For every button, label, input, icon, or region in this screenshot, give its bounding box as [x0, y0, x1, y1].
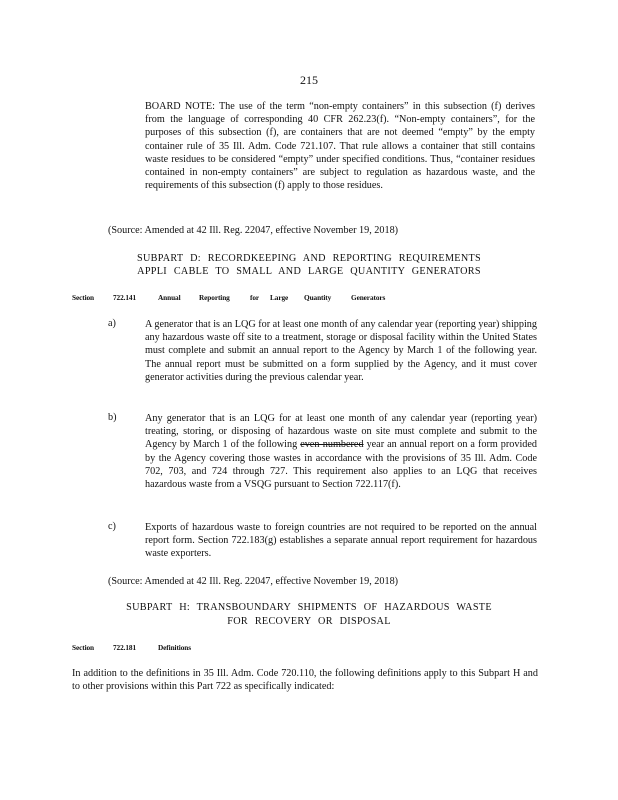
item-b-text-before: Any generator that is an LQG for at least one month of any calendar year (reporting year) treating, storing, or disposing of hazardous waste on site must complete and submit to the Agency by March 1 of the following: [145, 413, 537, 451]
struck-text: even-numbered: [300, 439, 364, 451]
section-title-word: for: [250, 293, 260, 302]
item-a-text: A generator that is an LQG for at least one month of any calendar year (reporting year) shipping any hazardous waste off site to a treatment, storage or disposal facility within the United States must complete and submit an annual report to the Agency by March 1 of the following year. The annual report must be submitted on a form supplied by the Agency, and it must cover generator activities during the previous calendar year.: [145, 319, 537, 383]
section-title-word: Annual: [158, 293, 181, 302]
section-722-181-heading: [0, 643, 618, 655]
board-note: BOARD NOTE: The use of the term “non-empty containers” in this subsection (f) derives from the language of corresponding 40 CFR 262.23(f). “Non-empty containers”, for the purposes of this subsection (f), are containers that are not deemed “empty” by the empty container rule of 35 Ill. Adm. Code 721.107. That rule allows a container that still contains waste residues to be considered “empty” under specified conditions. Thus, “container residues contained in non-empty containers” are subject to regulation as hazardous waste, and the requirements of this subsection (f) apply to those residues.: [145, 101, 535, 192]
subpart-d-heading-line-1: SUBPART D: RECORDKEEPING AND REPORTING REQUIREMENTS: [137, 253, 481, 264]
section-number: 722.141: [113, 293, 137, 302]
item-b-text-after: year an annual report on a form provided by the Agency covering those wastes in accordance with the provisions of 35 Ill. Adm. Code 702, 703, and 724 through 727. This requirement also applies to an LQG that receives hazardous waste from a VSQG pursuant to Section 722.117(f).: [145, 439, 537, 491]
section-title-word: Reporting: [199, 293, 230, 302]
subpart-d-heading-line-2: APPLI CABLE TO SMALL AND LARGE QUANTITY GENERATORS: [137, 266, 481, 277]
intro-paragraph: In addition to the definitions in 35 Ill. Adm. Code 720.110, the following definitions apply to this Subpart H and to other provisions within this Part 722 as specifically indicated:: [72, 668, 538, 693]
section-title-word: Large: [270, 293, 289, 302]
source-note: (Source: Amended at 42 Ill. Reg. 22047, effective November 19, 2018): [108, 576, 399, 587]
section-label: Section: [72, 293, 94, 302]
item-letter-b: b): [108, 412, 117, 423]
section-number: 722.181: [113, 643, 137, 652]
section-title: Definitions: [158, 643, 191, 652]
item-b-text: [145, 412, 537, 491]
section-title-word: Generators: [351, 293, 386, 302]
subpart-h-heading-line-1: SUBPART H: TRANSBOUNDARY SHIPMENTS OF HAZARDOUS WASTE: [126, 602, 492, 613]
page-number: 215: [300, 73, 318, 87]
item-c-text: Exports of hazardous waste to foreign countries are not required to be reported on the annual report form. Section 722.183(g) establishes a separate annual report requirement for hazardous waste exporters.: [145, 522, 537, 560]
item-letter-c: c): [108, 521, 116, 532]
subpart-h-heading-line-2: FOR RECOVERY OR DISPOSAL: [227, 616, 391, 627]
source-note: (Source: Amended at 42 Ill. Reg. 22047, effective November 19, 2018): [108, 225, 399, 236]
section-title-word: Quantity: [304, 293, 332, 302]
item-letter-a: a): [108, 318, 116, 329]
section-722-141-heading: [0, 293, 618, 305]
section-label: Section: [72, 643, 94, 652]
